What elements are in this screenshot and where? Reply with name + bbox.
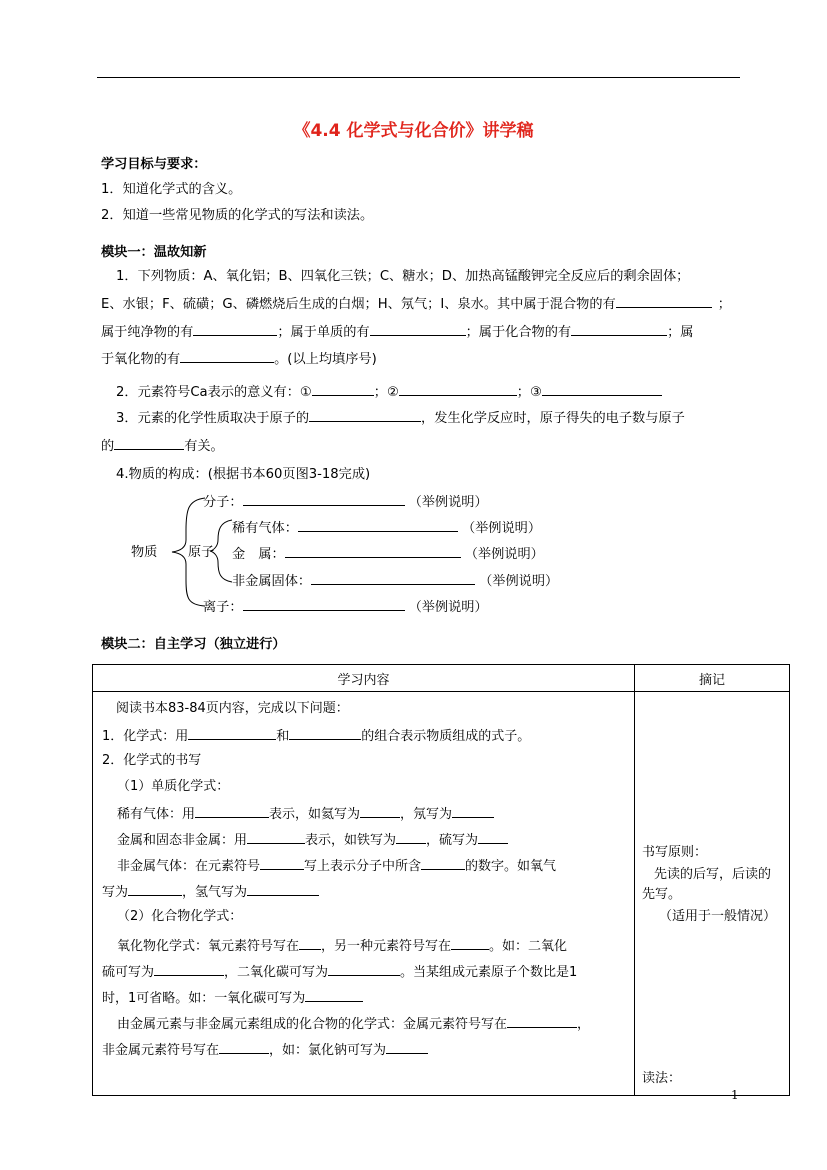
q1-line3: 属于纯净物的有 ；属于单质的有 ；属于化合物的有 ；属 [101, 322, 694, 342]
nonmetal-solid-row: 非金属固体： （举例说明） [232, 571, 558, 591]
answer-blank[interactable] [421, 856, 465, 870]
answer-blank[interactable] [451, 936, 489, 950]
answer-blank[interactable] [507, 1014, 577, 1028]
answer-blank[interactable] [195, 804, 269, 818]
m2-salt-line2: 非金属元素符号写在 ，如：氯化钠可写为 [102, 1040, 428, 1060]
answer-blank[interactable] [247, 882, 319, 896]
m2-noble: 稀有气体：用 表示，如氦写为 ，氖写为 [117, 804, 494, 824]
answer-blank[interactable] [328, 962, 400, 976]
m2-q2: 2．化学式的书写 [102, 753, 202, 768]
matter-label: 物质 [131, 545, 158, 560]
module1-heading: 模块一：温故知新 [101, 245, 207, 260]
metal-row: 金 属： （举例说明） [232, 544, 544, 564]
m2-oxide-line2: 硫可写为 ，二氧化碳可写为 。当某组成元素原子个数比是1 [102, 962, 577, 982]
m2-sub1: （1）单质化学式： [117, 779, 230, 794]
notes-cell [635, 692, 790, 1096]
answer-blank[interactable] [285, 544, 461, 558]
note-line2: 先写。 [642, 887, 682, 902]
intro-line: 阅读书本83-84页内容，完成以下问题： [116, 701, 349, 716]
content-cell [93, 692, 635, 1096]
answer-blank[interactable] [311, 571, 475, 585]
q1-line2: E、水银；F、硫磺；G、磷燃烧后生成的白烟；H、氖气；I、泉水。其中属于混合物的有 ； [101, 294, 731, 314]
m2-salt-line1: 由金属元素与非金属元素组成的化合物的化学式：金属元素符号写在 ， [117, 1014, 590, 1034]
answer-blank[interactable] [243, 597, 405, 611]
note-line3: （适用于一般情况） [659, 909, 777, 924]
m2-sub2: （2）化合物化学式： [117, 909, 243, 924]
answer-blank[interactable] [386, 1040, 428, 1054]
answer-blank[interactable] [396, 830, 426, 844]
answer-blank[interactable] [188, 726, 276, 740]
page-title: 《4.4 化学式与化合价》讲学稿 [293, 121, 534, 141]
answer-blank[interactable] [305, 988, 363, 1002]
atom-label: 原子 [188, 545, 215, 560]
answer-blank[interactable] [298, 518, 458, 532]
answer-blank[interactable] [243, 492, 405, 506]
module2-heading: 模块二：自主学习（独立进行） [101, 637, 286, 652]
answer-blank[interactable] [360, 804, 400, 818]
answer-blank[interactable] [260, 856, 304, 870]
q1-line4: 于氧化物的有 。(以上均填序号) [101, 349, 377, 369]
answer-blank[interactable] [247, 830, 305, 844]
m2-gas-line2: 写为 ，氢气写为 [102, 882, 319, 902]
note-reading: 读法： [642, 1071, 682, 1086]
answer-blank[interactable] [299, 936, 321, 950]
answer-blank[interactable] [478, 830, 508, 844]
col-header-notes: 摘记 [635, 665, 790, 692]
m2-q1: 1．化学式：用 和 的组合表示物质组成的式子。 [102, 726, 530, 746]
answer-blank[interactable] [219, 1040, 269, 1054]
answer-blank[interactable] [452, 804, 494, 818]
q3-line1: 3．元素的化学性质取决于原子的 ，发生化学反应时，原子得失的电子数与原子 [116, 408, 685, 428]
page-number: 1 [731, 1088, 739, 1102]
noble-gas-row: 稀有气体： （举例说明） [232, 518, 541, 538]
m2-metal: 金属和固态非金属：用 表示，如铁写为 ，硫写为 [117, 830, 508, 850]
note-line1: 先读的后写，后读的 [654, 867, 772, 882]
q1-line1: 1．下列物质：A、氧化铝；B、四氧化三铁；C、糖水；D、加热高锰酸钾完全反应后的剩余固体； [116, 269, 690, 284]
q2-line: 2．元素符号Ca表示的意义有：① ；② ；③ [116, 382, 662, 402]
answer-blank[interactable] [289, 726, 361, 740]
col-header-content: 学习内容 [93, 665, 635, 692]
molecule-row: 分子： （举例说明） [203, 492, 488, 512]
m2-oxide-line3: 时，1可省略。如：一氧化碳可写为 [102, 988, 363, 1008]
q3-line2: 的 有关。 [101, 436, 224, 456]
answer-blank[interactable] [154, 962, 224, 976]
q4-heading: 4.物质的构成：(根据书本60页图3-18完成) [116, 467, 371, 482]
goals-heading: 学习目标与要求： [101, 157, 207, 172]
m2-gas-line1: 非金属气体：在元素符号 写上表示分子中所含 的数字。如氧气 [117, 856, 556, 876]
m2-oxide-line1: 氧化物化学式：氧元素符号写在 ，另一种元素符号写在 。如：二氧化 [117, 936, 567, 956]
goal-item-2: 2．知道一些常见物质的化学式的写法和读法。 [101, 208, 374, 223]
note-principle: 书写原则： [642, 845, 708, 860]
goal-item-1: 1．知道化学式的含义。 [101, 182, 242, 197]
study-table [92, 664, 790, 1096]
answer-blank[interactable] [128, 882, 182, 896]
ion-row: 离子： （举例说明） [203, 597, 488, 617]
